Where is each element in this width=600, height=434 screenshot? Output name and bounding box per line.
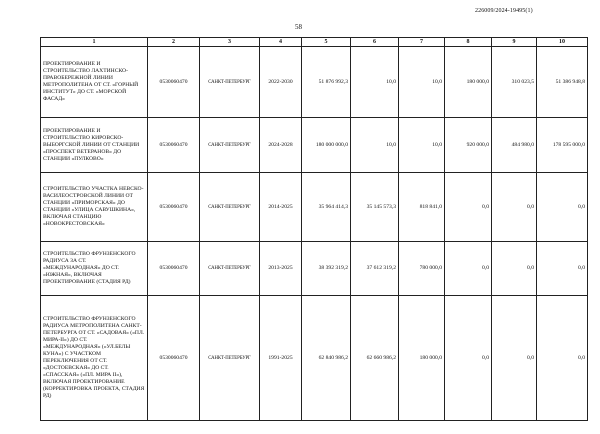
column-header: 2 bbox=[148, 38, 200, 47]
value-cell: 0,0 bbox=[537, 242, 588, 296]
value-cell: 180 000,0 bbox=[445, 47, 492, 118]
value-cell: 310 023,5 bbox=[492, 47, 537, 118]
value-cell: 35 145 573,3 bbox=[351, 173, 399, 242]
column-header: 1 bbox=[41, 38, 148, 47]
city-cell: САНКТ-ПЕТЕРБУРГ bbox=[200, 296, 260, 421]
value-cell: 920 000,0 bbox=[445, 118, 492, 173]
value-cell: 10,0 bbox=[399, 118, 445, 173]
city-cell: САНКТ-ПЕТЕРБУРГ bbox=[200, 242, 260, 296]
document-registration-number: 226009/2024-19495(1) bbox=[475, 8, 533, 14]
city-cell: САНКТ-ПЕТЕРБУРГ bbox=[200, 173, 260, 242]
value-cell: 180 000 000,0 bbox=[302, 118, 351, 173]
value-cell: 484 980,0 bbox=[492, 118, 537, 173]
value-cell: 0,0 bbox=[492, 173, 537, 242]
value-cell: 0,0 bbox=[445, 242, 492, 296]
project-name-cell: СТРОИТЕЛЬСТВО ФРУНЗЕНСКОГО РАДИУСА МЕТРОПОЛИТЕНА САНКТ-ПЕТЕРБУРГА ОТ СТ. «САДОВАЯ» («ПЛ. МИРА-II») ДО СТ. «МЕЖДУНАРОДНАЯ» («УЛ.БЕЛЫ КУНА») С УЧАСТКОМ ПЕРЕКЛЮЧЕНИЯ ОТ СТ. «ДОСТОЕВСКАЯ» ДО СТ. «СПАССКАЯ» («ПЛ. МИРА II»), ВКЛЮЧАЯ ПРОЕКТИРОВАНИЕ (КОРРЕКТИРОВКА ПРОЕКТА, СТАДИЯ РД) bbox=[41, 296, 148, 421]
city-cell: САНКТ-ПЕТЕРБУРГ bbox=[200, 47, 260, 118]
code-cell: 0530060470 bbox=[148, 173, 200, 242]
value-cell: 0,0 bbox=[537, 173, 588, 242]
code-cell: 0530060470 bbox=[148, 118, 200, 173]
city-cell: САНКТ-ПЕТЕРБУРГ bbox=[200, 118, 260, 173]
project-name-cell: СТРОИТЕЛЬСТВО УЧАСТКА НЕВСКО-ВАСИЛЕОСТРОВСКОЙ ЛИНИИ ОТ СТАНЦИИ «ПРИМОРСКАЯ» ДО СТАНЦИИ «УЛИЦА САВУШКИНА», ВКЛЮЧАЯ СТАНЦИЮ «НОВОКРЕСТОВСКАЯ» bbox=[41, 173, 148, 242]
value-cell: 62 660 986,2 bbox=[351, 296, 399, 421]
value-cell: 62 840 986,2 bbox=[302, 296, 351, 421]
code-cell: 0530060470 bbox=[148, 242, 200, 296]
project-name-cell: ПРОЕКТИРОВАНИЕ И СТРОИТЕЛЬСТВО ЛАХТИНСКО-ПРАВОБЕРЕЖНОЙ ЛИНИИ МЕТРОПОЛИТЕНА ОТ СТ. «ГОРНЫЙ ИНСТИТУТ» ДО СТ. «МОРСКОЙ ФАСАД» bbox=[41, 47, 148, 118]
value-cell: 51 386 948,8 bbox=[537, 47, 588, 118]
period-cell: 2022-2030 bbox=[260, 47, 302, 118]
value-cell: 10,0 bbox=[351, 47, 399, 118]
value-cell: 10,0 bbox=[351, 118, 399, 173]
table-row bbox=[41, 242, 588, 296]
value-cell: 0,0 bbox=[445, 296, 492, 421]
project-name-cell: СТРОИТЕЛЬСТВО ФРУНЗЕНСКОГО РАДИУСА ЗА СТ. «МЕЖДУНАРОДНАЯ» ДО СТ. «ЮЖНАЯ», ВКЛЮЧАЯ ПРОЕКТИРОВАНИЕ (СТАДИЯ РД) bbox=[41, 242, 148, 296]
value-cell: 780 000,0 bbox=[399, 242, 445, 296]
value-cell: 35 964 414,3 bbox=[302, 173, 351, 242]
value-cell: 10,0 bbox=[399, 47, 445, 118]
column-header: 8 bbox=[445, 38, 492, 47]
value-cell: 0,0 bbox=[445, 173, 492, 242]
column-header: 5 bbox=[302, 38, 351, 47]
value-cell: 38 392 319,2 bbox=[302, 242, 351, 296]
value-cell: 180 000,0 bbox=[399, 296, 445, 421]
period-cell: 1991-2025 bbox=[260, 296, 302, 421]
value-cell: 0,0 bbox=[537, 296, 588, 421]
data-table bbox=[40, 37, 588, 421]
column-header: 7 bbox=[399, 38, 445, 47]
code-cell: 0530060470 bbox=[148, 47, 200, 118]
table-header-row bbox=[41, 38, 588, 47]
column-header: 3 bbox=[200, 38, 260, 47]
table-row bbox=[41, 47, 588, 118]
value-cell: 178 595 000,0 bbox=[537, 118, 588, 173]
table-row bbox=[41, 118, 588, 173]
value-cell: 818 841,0 bbox=[399, 173, 445, 242]
code-cell: 0530060470 bbox=[148, 296, 200, 421]
column-header: 6 bbox=[351, 38, 399, 47]
value-cell: 0,0 bbox=[492, 296, 537, 421]
table-row bbox=[41, 296, 588, 421]
value-cell: 51 876 992,3 bbox=[302, 47, 351, 118]
value-cell: 0,0 bbox=[492, 242, 537, 296]
period-cell: 2014-2025 bbox=[260, 173, 302, 242]
value-cell: 37 612 319,2 bbox=[351, 242, 399, 296]
period-cell: 2024-2028 bbox=[260, 118, 302, 173]
page-number: 58 bbox=[295, 23, 302, 31]
column-header: 9 bbox=[492, 38, 537, 47]
column-header: 10 bbox=[537, 38, 588, 47]
period-cell: 2013-2025 bbox=[260, 242, 302, 296]
column-header: 4 bbox=[260, 38, 302, 47]
table-row bbox=[41, 173, 588, 242]
project-name-cell: ПРОЕКТИРОВАНИЕ И СТРОИТЕЛЬСТВО КИРОВСКО-ВЫБОРГСКОЙ ЛИНИИ ОТ СТАНЦИИ «ПРОСПЕКТ ВЕТЕРАНОВ» ДО СТАНЦИИ «ПУЛКОВО» bbox=[41, 118, 148, 173]
